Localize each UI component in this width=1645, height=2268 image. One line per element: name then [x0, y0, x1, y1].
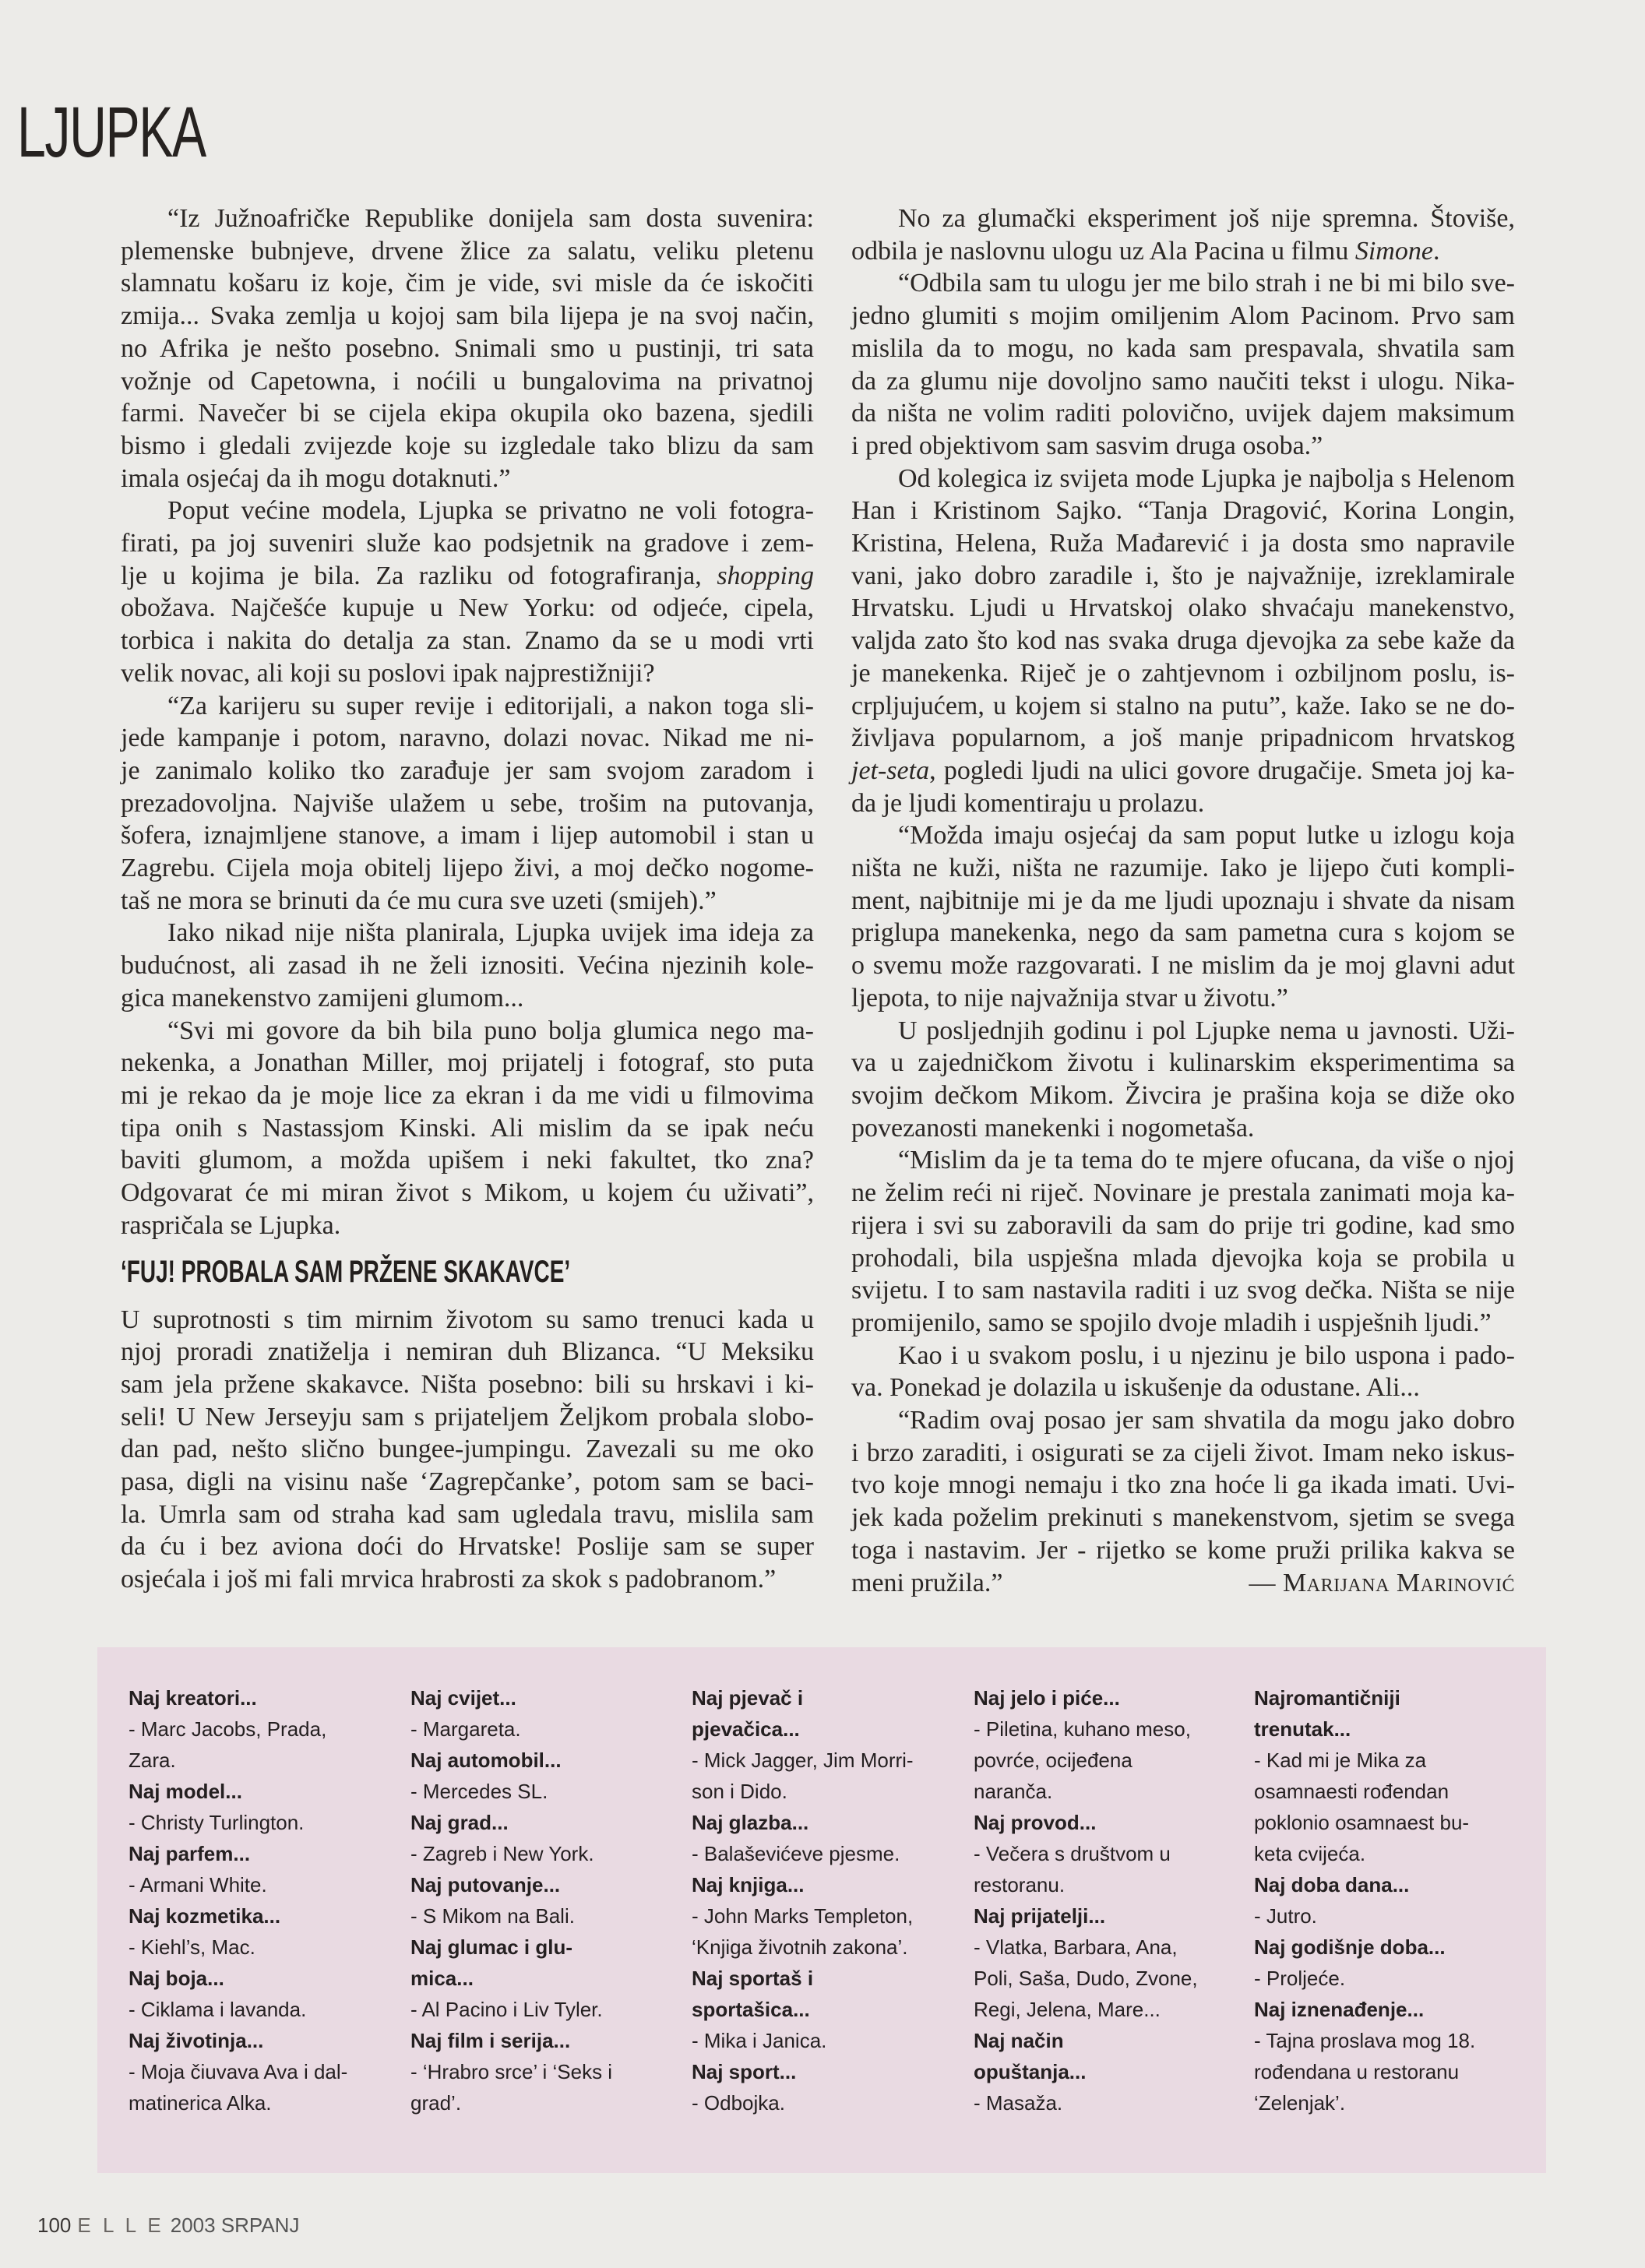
paragraph-line: “Iz Južnoafričke Republike donijela sam dosta suvenira:	[167, 204, 814, 233]
section-heading-text: ‘FUJ! PROBALA SAM PRŽENE SKAKAVCE’	[121, 1255, 571, 1290]
paragraph-line: no Afrika je nešto posebno. Snimali smo u pustinji, tri sata	[121, 333, 814, 363]
paragraph	[121, 202, 814, 495]
favorite-item	[692, 1869, 964, 1963]
paragraph-line	[851, 755, 1515, 787]
paragraph-line: prezadovoljna. Najviše ulažem u sebe, trošim na putovanja,	[121, 788, 814, 818]
favorite-question: Najromantičniji	[1254, 1686, 1400, 1710]
favorite-item	[692, 1807, 964, 1869]
italic-text: shopping	[717, 561, 814, 590]
favorite-item	[129, 1776, 401, 1838]
paragraph-line: seli! U New Jerseyju sam s prijateljem Željkom probala slobo-	[121, 1402, 814, 1432]
paragraph-line: budućnost, ali zasad ih ne želi iznositi. Većina njezinih kole-	[121, 951, 814, 981]
favorite-answer: - Christy Turlington.	[129, 1811, 305, 1834]
favorite-question: Naj način	[974, 2029, 1064, 2052]
favorite-question: Naj prijatelji...	[974, 1904, 1106, 1928]
paragraph-line: o svemu može razgovarati. I ne mislim da je moj glavni adut	[851, 951, 1515, 981]
paragraph	[121, 1304, 814, 1596]
favorite-question: Naj film i serija...	[410, 2029, 571, 2052]
favorite-answer: - Al Pacino i Liv Tyler.	[410, 1998, 603, 2021]
favorite-item	[1254, 1869, 1527, 1932]
favorite-question: sportašica...	[692, 1998, 810, 2021]
paragraph	[851, 819, 1515, 1014]
favorite-item	[692, 1963, 964, 2056]
favorite-item	[129, 2025, 401, 2118]
magazine-name: E L L E	[77, 2213, 164, 2237]
paragraph-line: taš ne mora se brinuti da će mu cura sve uzeti (smijeh).”	[121, 886, 717, 915]
favorite-answer: - Balaševićeve pjesme.	[692, 1842, 900, 1865]
favorite-answer: - Večera s društvom u	[974, 1842, 1171, 1865]
paragraph-line: tvo koje mnogi nemaju i tko zna hoće li ga ikada imati. Uvi-	[851, 1470, 1515, 1500]
paragraph-line: crpljujućem, u kojem si stalno na putu”, kaže. Iako se ne do-	[851, 691, 1515, 720]
paragraph-line: prohodali, bila uspješna mlada djevojka koja se probila u	[851, 1243, 1515, 1273]
paragraph-line: gica manekenstvo zamijeni glumom...	[121, 983, 524, 1012]
favorite-answer: son i Dido.	[692, 1780, 787, 1803]
favorite-item	[129, 1682, 401, 1776]
paragraph-line: “Možda imaju osjećaj da sam poput lutke u izlogu koja	[898, 821, 1515, 850]
favorite-answer: poklonio osamnaest bu-	[1254, 1811, 1470, 1834]
paragraph-line: ljepota, to nije najvažnija stvar u životu.”	[851, 983, 1288, 1012]
paragraph	[851, 1144, 1515, 1339]
paragraph-line: povezanosti manekenki i nogometaša.	[851, 1113, 1255, 1143]
favorite-answer: - Kad mi je Mika za	[1254, 1749, 1427, 1772]
favorite-question: Naj knjiga...	[692, 1873, 805, 1896]
favorite-answer: ‘Zelenjak’.	[1254, 2091, 1346, 2115]
favorite-item	[129, 1900, 401, 1963]
paragraph-line: i brzo zaraditi, i osigurati se za cijeli život. Imam neko iskus-	[851, 1438, 1515, 1467]
paragraph-line: da ću i bez aviona doći do Hrvatske! Poslije sam se super	[121, 1532, 814, 1562]
paragraph-line: pasa, digli na visinu naše ‘Zagrepčanke’, potom sam se baci-	[121, 1467, 814, 1497]
paragraph-line: obožava. Najčešće kupuje u New Yorku: od odjeće, cipela,	[121, 593, 814, 623]
favorite-item	[410, 1932, 683, 2025]
favorite-item	[129, 1963, 401, 2025]
paragraph-line: Poput većine modela, Ljupka se privatno ne voli fotogra-	[167, 496, 814, 526]
favorite-answer: - Ciklama i lavanda.	[129, 1998, 307, 2021]
favorite-answer: - S Mikom na Bali.	[410, 1904, 575, 1928]
text-run: , pogledi ljudi na ulici govore drugačije. Smeta joj ka-	[929, 755, 1515, 785]
paragraph-line: življava popularnom, a još manje pripadnicom hrvatskog	[851, 724, 1515, 753]
favorite-answer: - Odbojka.	[692, 2091, 785, 2115]
paragraph-line: da je ljudi komentiraju u prolazu.	[851, 788, 1205, 818]
paragraph-line: plemenske bubnjeve, drvene žlice za salatu, veliku pletenu	[121, 236, 814, 266]
favorite-answer: - Zagreb i New York.	[410, 1842, 594, 1865]
favorite-answer: ‘Knjiga životnih zakona’.	[692, 1935, 908, 1959]
paragraph-line: priglupa manekenka, nego da sam pametna cura s kojom se	[851, 918, 1515, 948]
favorite-item	[974, 1900, 1246, 2025]
text-run: lje u kojima je bila. Za razliku od fotografiranja,	[121, 561, 717, 590]
paragraph-line: “Odbila sam tu ulogu jer me bilo strah i ne bi mi bilo sve-	[898, 269, 1515, 298]
favorite-answer: - Masaža.	[974, 2091, 1063, 2115]
paragraph-line: toga i nastavim. Jer - rijetko se kome pruži prilika kakva se	[851, 1535, 1515, 1565]
paragraph	[121, 495, 814, 689]
paragraph	[851, 267, 1515, 462]
paragraph-line: i pred objektivom sam sasvim druga osoba.”	[851, 431, 1323, 460]
favorite-answer: - Armani White.	[129, 1873, 267, 1896]
favorite-answer: Poli, Saša, Dudo, Zvone,	[974, 1967, 1198, 1990]
paragraph-line: da ništa ne volim raditi polovično, uvijek dajem maksimum	[851, 399, 1515, 428]
favorites-column	[410, 1682, 683, 2118]
paragraph-line: svijetu. I to sam nastavila raditi i uz svog dečka. Ništa se nije	[851, 1276, 1515, 1305]
paragraph-line: Kristina, Helena, Ruža Mađarević i ja dosta smo napravile	[851, 529, 1515, 558]
paragraph-line: ne želim reći ni riječ. Novinare je prestala zanimati moja ka-	[851, 1178, 1515, 1208]
favorite-question: opuštanja...	[974, 2060, 1087, 2083]
favorite-answer: - John Marks Templeton,	[692, 1904, 914, 1928]
section-heading	[121, 1242, 814, 1304]
favorite-item	[410, 1869, 683, 1932]
favorite-item	[974, 1682, 1246, 1807]
favorite-question: Naj doba dana...	[1254, 1873, 1410, 1896]
favorite-answer: grad’.	[410, 2091, 462, 2115]
paragraph-line: ment, najbitnije mi je da me ljudi upoznaju i shvate da nisam	[851, 886, 1515, 915]
paragraph-line: U posljednjih godinu i pol Ljupke nema u javnosti. Uži-	[898, 1016, 1515, 1045]
paragraph-line: slamnatu košaru iz koje, čim je vide, svi misle da će iskočiti	[121, 269, 814, 298]
favorite-question: pjevačica...	[692, 1717, 800, 1741]
favorite-question: Naj putovanje...	[410, 1873, 561, 1896]
article-right-column	[851, 202, 1515, 1599]
paragraph-line: mislila da to mogu, no kada sam prespavala, shvatila sam	[851, 333, 1515, 363]
page-footer	[37, 2213, 299, 2238]
text-run: odbila je naslovnu ulogu uz Ala Pacina u filmu	[851, 236, 1355, 266]
favorite-question: Naj model...	[129, 1780, 242, 1803]
paragraph-line: jede kampanje i potom, naravno, dolazi novac. Nikad me ni-	[121, 724, 814, 753]
favorite-item	[692, 1682, 964, 1807]
paragraph-line: ništa ne kuži, ništa ne razumije. Iako je lijepo čuti kompli-	[851, 854, 1515, 883]
favorites-sidebar-box	[97, 1647, 1546, 2173]
paragraph-line: firati, pa joj suveniri služe kao podsjetnik na gradove i zem-	[121, 529, 814, 558]
text-run: .	[1432, 236, 1440, 266]
favorite-item	[129, 1838, 401, 1900]
favorite-item	[1254, 1994, 1527, 2118]
favorite-question: mica...	[410, 1967, 474, 1990]
favorite-answer: rođendana u restoranu	[1254, 2060, 1460, 2083]
paragraph-line: jedno glumiti s mojim omiljenim Alom Pacinom. Prvo sam	[851, 301, 1515, 331]
favorite-answer: - Mercedes SL.	[410, 1780, 548, 1803]
paragraph-line: šofera, iznajmljene stanove, a imam i lijep automobil i stan u	[121, 821, 814, 850]
paragraph-line: “Mislim da je ta tema do te mjere ofucana, da više o njoj	[898, 1146, 1515, 1175]
paragraph-line: “Radim ovaj posao jer sam shvatila da mogu jako dobro	[898, 1406, 1515, 1435]
favorite-question: Naj grad...	[410, 1811, 509, 1834]
page-number: 100	[37, 2213, 72, 2237]
paragraph-line: rijera i svi su zaboravili da sam do prije tri godine, kad smo	[851, 1210, 1515, 1240]
paragraph-line	[851, 235, 1515, 268]
favorite-question: trenutak...	[1254, 1717, 1351, 1741]
article-left-column	[121, 202, 814, 1596]
paragraph-line: nekenka, a Jonathan Miller, moj prijatelj i fotograf, sto puta	[121, 1048, 814, 1078]
paragraph-line: tipa onih s Nastassjom Kinski. Ali mislim da se ipak neću	[121, 1113, 814, 1143]
favorite-item	[1254, 1682, 1527, 1869]
favorites-column	[974, 1682, 1246, 2118]
paragraph-line: U suprotnosti s tim mirnim životom su samo trenuci kada u	[121, 1305, 814, 1334]
favorite-question: Naj parfem...	[129, 1842, 251, 1865]
favorite-answer: povrće, ocijeđena	[974, 1749, 1132, 1772]
issue-date: 2003 SRPANJ	[170, 2213, 300, 2237]
paragraph-line: va u zajedničkom životu i kulinarskim eksperimentima sa	[851, 1048, 1515, 1078]
paragraph-line: Zagrebu. Cijela moja obitelj lijepo živi, a moj dečko nogome-	[121, 854, 814, 883]
paragraph	[121, 690, 814, 917]
paragraph-line: torbica i nakita do detalja za stan. Znamo da se u modi vrti	[121, 626, 814, 656]
favorites-column	[1254, 1682, 1527, 2118]
favorite-question: Naj sport...	[692, 2060, 797, 2083]
paragraph-line: svojim dečkom Mikom. Živcira je prašina koja se diže oko	[851, 1080, 1515, 1110]
favorite-question: Naj iznenađenje...	[1254, 1998, 1425, 2021]
paragraph-line: “Za karijeru su super revije i editorijali, a nakon toga sli-	[167, 691, 814, 720]
paragraph-line: farmi. Navečer bi se cijela ekipa okupila oko bazena, sjedili	[121, 399, 814, 428]
paragraph-line: baviti glumom, a možda upišem i neki fakultet, tko zna?	[121, 1146, 814, 1175]
author-byline: — Marijana Marinović	[1249, 1568, 1515, 1597]
paragraph-line: Od kolegica iz svijeta mode Ljupka je najbolja s Helenom	[898, 463, 1515, 493]
favorites-column	[692, 1682, 964, 2118]
favorite-answer: - Piletina, kuhano meso,	[974, 1717, 1191, 1741]
favorite-question: Naj sportaš i	[692, 1967, 814, 1990]
paragraph-line: Iako nikad nije ništa planirala, Ljupka uvijek ima ideja za	[167, 918, 814, 948]
favorite-answer: naranča.	[974, 1780, 1053, 1803]
favorite-question: Naj jelo i piće...	[974, 1686, 1120, 1710]
favorites-column	[129, 1682, 401, 2118]
favorite-item	[692, 2056, 964, 2118]
paragraph-line: “Svi mi govore da bih bila puno bolja glumica nego ma-	[167, 1016, 814, 1045]
paragraph-line: osjećala i još mi fali mrvica hrabrosti za skok s padobranom.”	[121, 1565, 777, 1594]
paragraph-line: va. Ponekad je dolazila u iskušenje da odustane. Ali...	[851, 1373, 1420, 1403]
paragraph	[851, 202, 1515, 267]
paragraph-line: je zanimalo koliko tko zarađuje jer sam svojom zaradom i	[121, 755, 814, 785]
favorite-answer: - Mika i Janica.	[692, 2029, 827, 2052]
favorite-answer: - Margareta.	[410, 1717, 521, 1741]
line-text: meni pružila.”	[851, 1568, 1003, 1597]
favorite-answer: matinerica Alka.	[129, 2091, 272, 2115]
favorite-item	[410, 1682, 683, 1745]
favorite-item	[410, 2025, 683, 2118]
favorite-question: Naj kreatori...	[129, 1686, 257, 1710]
paragraph-line: jek kada poželim prekinuti s manekenstvom, sjetim se svega	[851, 1503, 1515, 1533]
paragraph	[851, 1404, 1515, 1599]
favorite-item	[410, 1807, 683, 1869]
favorite-answer: - Kiehl’s, Mac.	[129, 1935, 255, 1959]
paragraph-line: No za glumački eksperiment još nije spremna. Štoviše,	[898, 204, 1515, 233]
paragraph-line: la. Umrla sam od straha kad sam ugledala travu, mislila sam	[121, 1499, 814, 1529]
paragraph-line: sam jela pržene skakavce. Ništa posebno: bili su hrskavi i ki-	[121, 1369, 814, 1399]
paragraph-line	[121, 560, 814, 593]
favorite-question: Naj cvijet...	[410, 1686, 516, 1710]
favorite-question: Naj provod...	[974, 1811, 1097, 1834]
favorite-answer: - Vlatka, Barbara, Ana,	[974, 1935, 1178, 1959]
favorite-item	[410, 1745, 683, 1807]
favorite-question: Naj životinja...	[129, 2029, 264, 2052]
paragraph-line: valjda zato što kod nas svaka druga djevojka za sebe kaže da	[851, 626, 1515, 656]
paragraph	[851, 1340, 1515, 1404]
favorite-answer: - Tajna proslava mog 18.	[1254, 2029, 1476, 2052]
favorite-question: Naj godišnje doba...	[1254, 1935, 1446, 1959]
favorite-item	[974, 1807, 1246, 1900]
paragraph-line: raspričala se Ljupka.	[121, 1210, 341, 1240]
favorite-answer: Zara.	[129, 1749, 176, 1772]
paragraph-line: zmija... Svaka zemlja u kojoj sam bila lijepa je na svoj način,	[121, 301, 814, 331]
paragraph-line	[851, 1567, 1515, 1600]
paragraph	[121, 917, 814, 1014]
paragraph-line: njoj proradi znatiželja i nemiran duh Blizanca. “U Meksiku	[121, 1337, 814, 1367]
favorite-answer: restoranu.	[974, 1873, 1066, 1896]
favorite-answer: - ‘Hrabro srce’ i ‘Seks i	[410, 2060, 613, 2083]
favorite-question: Naj pjevač i	[692, 1686, 804, 1710]
italic-text: jet-seta	[851, 755, 930, 785]
favorite-question: Naj boja...	[129, 1967, 224, 1990]
favorite-answer: - Mick Jagger, Jim Morri-	[692, 1749, 914, 1772]
paragraph	[851, 463, 1515, 820]
paragraph-line: mi je rekao da je moje lice za ekran i da me vidi u filmovima	[121, 1080, 814, 1110]
favorite-answer: keta cvijeća.	[1254, 1842, 1366, 1865]
favorite-question: Naj glumac i glu-	[410, 1935, 573, 1959]
paragraph-line: imala osjećaj da ih mogu dotaknuti.”	[121, 463, 511, 493]
paragraph-line: vožnje od Capetowna, i noćili u bungalovima na privatnoj	[121, 366, 814, 396]
paragraph-line: Odgovarat će mi miran život s Mikom, u kojem ću uživati”,	[121, 1178, 814, 1208]
favorite-answer: - Moja čiuvava Ava i dal-	[129, 2060, 348, 2083]
favorite-answer: Regi, Jelena, Mare...	[974, 1998, 1161, 2021]
favorite-item	[974, 2025, 1246, 2118]
favorite-answer: - Proljeće.	[1254, 1967, 1346, 1990]
paragraph-line: promijenilo, samo se spojilo dvoje mladih i uspješnih ljudi.”	[851, 1308, 1492, 1337]
favorite-item	[1254, 1932, 1527, 1994]
article-title: LJUPKA	[17, 93, 206, 172]
paragraph-line: Han i Kristinom Sajko. “Tanja Dragović, Korina Longin,	[851, 496, 1515, 526]
favorite-answer: - Marc Jacobs, Prada,	[129, 1717, 327, 1741]
paragraph-line: velik novac, ali koji su poslovi ipak najprestižniji?	[121, 658, 655, 688]
paragraph-line: dan pad, nešto slično bungee-jumpingu. Zavezali su me oko	[121, 1435, 814, 1464]
favorite-answer: - Jutro.	[1254, 1904, 1317, 1928]
paragraph	[851, 1015, 1515, 1145]
paragraph-line: Hrvatsku. Ljudi u Hrvatskoj olako shvaćaju manekenstvo,	[851, 593, 1515, 623]
favorite-answer: osamnaesti rođendan	[1254, 1780, 1450, 1803]
italic-text: Simone	[1354, 236, 1433, 266]
favorite-question: Naj kozmetika...	[129, 1904, 281, 1928]
paragraph	[121, 1015, 814, 1242]
paragraph-line: Kao i u svakom poslu, i u njezinu je bilo uspona i pado-	[898, 1340, 1515, 1370]
paragraph-line: da za glumu nije dovoljno samo naučiti tekst i ulogu. Nika-	[851, 366, 1515, 396]
favorite-question: Naj glazba...	[692, 1811, 809, 1834]
paragraph-line: je manekenka. Riječ je o zahtjevnom i ozbiljnom poslu, is-	[851, 658, 1515, 688]
paragraph-line: vani, jako dobro zaradile i, što je najvažnije, izreklamirale	[851, 561, 1515, 590]
favorite-question: Naj automobil...	[410, 1749, 562, 1772]
paragraph-line: bismo i gledali zvijezde koje su izgledale tako blizu da sam	[121, 431, 814, 460]
